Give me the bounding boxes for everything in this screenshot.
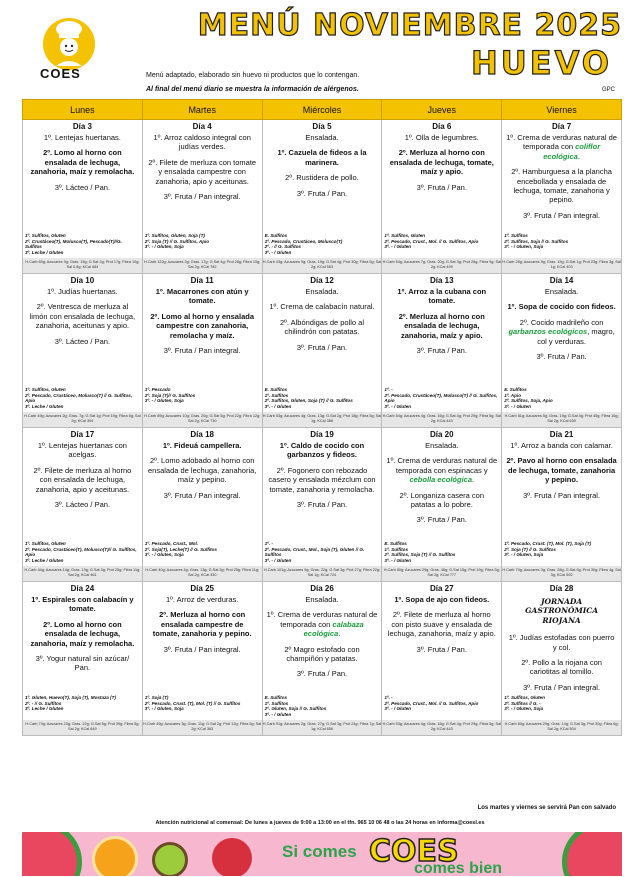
allergen-info: 1º. - 2º. Pescado, Crustáceo(T), Molusco(T) // G. Sulfitos, Apio 3º. - / Gluten (384, 387, 498, 410)
allergen-info: 1º. Pescado, Crust., Mol. 2º. Soja(T), Leche(T) // G. Sulfitos 3º. - / Gluten, Soja (144, 541, 217, 558)
dish: 1º. Fideuá campellera. (162, 441, 242, 450)
day-menu (502, 120, 621, 273)
watermelon-icon (562, 832, 622, 876)
day-cell (23, 120, 143, 274)
nutrition-info: H.Carb 44g; Azucares 14g; Gras. 13g; G.Sat 3g; Prot 25g; Fibra 11g; Sal 2g; KCal 461 (23, 566, 142, 581)
day-menu (382, 428, 501, 581)
allergen-info: E. Sulfitos 1º. Sulfitos 2º. Gluten, Soja // G. Sulfitos 3º. - / Gluten (264, 695, 327, 718)
dish: 1º. Arroz de verduras. (166, 595, 239, 604)
week-row (23, 582, 622, 736)
dish: Ensalada. (305, 287, 339, 296)
dish: 1º. Arroz caldoso integral con judías verdes. (153, 133, 251, 152)
allergen-info: E. Sulfitos 1º. Apio 2º. Sulfitos, Soja, Apio 3º. - / Gluten (504, 387, 553, 410)
dish: 2º. Longaniza casera con patatas a lo pobre. (399, 490, 485, 509)
nutrition-info: H.Carb 43g; Azucares 9g; Gras. 19g; G.Sat 4g; Prot 30g; Fibra 5g; Sal 2g; KCal 563 (263, 258, 382, 273)
dish: 2º. Filete de merluza con tomate y ensalada campestre con zanahoria, apio y aceitunas. (148, 157, 257, 186)
nutrition-info: H.Carb 89g; Azucares 10g; Gras. 20g; G.Sat 5g; Prot 22g; Fibra 12g; Sal 2g; KCal 730 (143, 412, 262, 427)
week-row (23, 274, 622, 428)
dish: 3º. Lácteo / Pan. (54, 336, 111, 346)
logo-text: COES (40, 66, 81, 81)
nutrition-info: H.Carb 60g; Azucares 29g; Gras. 46g; G.Sat 15g; Prot 19g; Fibra 5g; Sal 2g; KCal 777 (382, 566, 501, 581)
special-event: JORNADA GASTRONÓMICA RIOJANA (525, 597, 599, 625)
dish: 2º. Filete de merluza al horno con pisto suave y ensalada de lechuga, zanahoria, maíz y apio. (387, 610, 496, 639)
day-cell (23, 582, 143, 736)
day-label: Día 3 (72, 122, 92, 131)
day-label: Día 13 (430, 276, 454, 285)
day-label: Día 20 (430, 430, 454, 439)
nutrition-info: H.Carb 81g; Azucares 5g; Gras. 19g; G.Sat 4g; Prot 45g; Fibra 16g; Sal 2g; KCal 630 (502, 412, 621, 427)
dish: 1º. Sopa de cocido con fideos. (507, 302, 616, 312)
day-menu (502, 274, 621, 427)
eco-ingredient: garbanzos ecológicos (508, 327, 588, 337)
dish: 3º. Fruta / Pan. (296, 342, 348, 352)
day-cell (262, 428, 382, 582)
dish: Ensalada. (305, 595, 339, 604)
allergen-info: 1º. Pescado 2º. Soja (T)// G. Sulfitos 3º. - / Gluten, Soja (144, 387, 196, 404)
allergen-info: 1º. Soja (T) 2º. Pescado, Crust. (T), Mol. (T) // G. Sulfitos 3º. - / Gluten, Soja (144, 695, 241, 712)
dish: Ensalada. (544, 287, 579, 296)
dish: 1º. Cazuela de fideos a la marinera. (277, 148, 367, 167)
day-menu (263, 582, 382, 735)
weekday-header: Martes (142, 100, 262, 120)
dish: 1º. Lentejas huertanas con acelgas. (37, 441, 127, 460)
weekday-header: Miércoles (262, 100, 382, 120)
day-label: Día 4 (192, 122, 212, 131)
day-cell (142, 428, 262, 582)
bread-note: Los martes y viernes se servirá Pan con salvado (477, 805, 616, 811)
dish: 3º. Fruta / Pan. (296, 669, 348, 679)
day-label: Día 17 (70, 430, 95, 439)
watermelon-icon (22, 832, 82, 876)
dish: 2º. Cocido madrileño con garbanzos ecológicos, magro, col y verduras. (508, 317, 615, 346)
allergen-info: E. Sulfitos 1º. Sulfitos 2º. Sulfitos, Soja (T) // G. Sulfitos 3º. - / Gluten (384, 541, 456, 564)
eco-ingredient: cebolla ecológica (409, 475, 472, 485)
dish: 2º. Merluza al horno con ensalada campestre de tomate, zanahoria y pepino. (152, 610, 252, 639)
dish: 1º. Sopa de ajo con fideos. (394, 595, 490, 604)
weekday-header-row (23, 100, 622, 120)
dish: 3º. Fruta / Pan. (536, 351, 587, 361)
allergen-info: 1º. Sulfitos, Gluten 2º. Pescado, Crustáceo, Molusco(T) // G. Sulfitos, Apio 3º. Leche / Gluten (25, 387, 133, 410)
dish: 1º. Crema de verduras natural de temporada con coliflor ecológica. (506, 133, 617, 161)
dish: 2º. Ventresca de merluza al limón con ensalada de lechuga, zanahoria, aceitunas y apio. (29, 302, 136, 331)
nutrition-info: H.Carb 53g; Azucares 4g; Gras. 13g; G.Sat 2g; Prot 18g; Fibra 5g; Sal 1g; KCal 386 (263, 412, 382, 427)
dish: 2º. Lomo al horno con ensalada de lechuga, zanahoria, maíz y remolacha. (30, 148, 135, 177)
day-menu (382, 120, 501, 273)
contact-info: Atención nutricional al comensal: De lunes a jueves de 9:00 a 13:00 en el tfn. 965 10 06 48 o las 24 horas en informa@coesl.es (155, 820, 485, 826)
dish: 3º. Fruta / Pan. (416, 515, 467, 525)
dish: 3º. Fruta / Pan integral. (163, 490, 241, 500)
day-cell (262, 582, 382, 736)
page-subtitle: HUEVO (470, 44, 612, 82)
day-cell (142, 120, 262, 274)
allergen-info: 1º. Sulfitos, Gluten 2º. Sulfitos // G. - 3º. - / Gluten, Soja (504, 695, 545, 712)
day-menu (502, 428, 621, 581)
nutrition-info: H.Carb 49g; Azucares 2g; Gras. 7g; G.Sat 1g; Prot 19g; Fibra 6g; Sal 2g; KCal 394 (23, 412, 142, 427)
dish: 3º. Fruta / Pan integral. (523, 490, 601, 500)
menu-note: Menú adaptado, elaborado sin huevo ni productos que lo contengan. (146, 72, 360, 79)
dish: 1º. Arroz a banda con calamar. (510, 441, 613, 450)
dish: 3º. Fruta / Pan. (416, 644, 467, 654)
eco-ingredient: coliflor ecológica (543, 142, 601, 161)
dish: 2º. Lomo al horno y ensalada campestre con zanahoria, remolacha y maíz. (150, 311, 254, 340)
footer-banner (22, 832, 622, 876)
nutrition-info: H.Carb 101g; Azucares 9g; Gras. 22g; G.Sat 3g; Prot 27g; Fibra 22g; Sal 1g; KCal 724 (263, 566, 382, 581)
dish: 2º. Hamburguesa a la plancha encebollada y ensalada de lechuga, tomate, zanahoria y pepino. (511, 167, 612, 205)
dish: 1º. Espirales con calabacín y tomate. (31, 595, 134, 614)
dish: 1º. Crema de verduras natural de temporada con espinacas y cebolla ecológica. (386, 456, 498, 485)
day-menu (23, 428, 142, 581)
day-menu (502, 582, 621, 735)
dish: 1º. Crema de verduras natural de temporada con calabaza ecológica. (266, 610, 378, 639)
nutrition-info: H.Carb 54g; Azucares 7g; Gras. 20g; G.Sat 3g; Prot 26g; Fibra 9g; Sal 2g; KCal 499 (382, 258, 501, 273)
nutrition-info: H.Carb 54g; Azucares 4g; Gras. 16g; G.Sat 4g; Prot 29g; Fibra 5g; Sal 2g; KCal 443 (382, 412, 501, 427)
dish: 2º. Lomo adobado al horno con ensalada de lechuga, zanahoria, maíz y pepino. (147, 456, 257, 485)
dish: 3º. Fruta / Pan integral. (523, 682, 601, 692)
dish: 3º. Fruta / Pan integral. (163, 191, 241, 201)
day-label: Día 14 (549, 276, 574, 285)
dish: 1º. Crema de calabacín natural. (269, 302, 375, 312)
day-menu (23, 274, 142, 427)
dish: 2º. Filete de merluza al horno con ensalada de lechuga, zanahoria, apio y aceitunas. (33, 465, 132, 494)
banner-slogan-start: Si comes (282, 842, 357, 861)
dish: 3º. Fruta / Pan. (416, 345, 467, 355)
apple-icon (212, 838, 252, 876)
day-cell (262, 274, 382, 428)
allergen-info: E. Sulfitos 1º. Pescado, Crustáceo, Molusco(T) 2º. - // G. Sulfitos 3º. - / Gluten (264, 233, 343, 256)
day-menu (263, 274, 382, 427)
allergen-info: 1º. Pescado, Crust. (T), Mol. (T), Soja (T) 2º. Soja (T) // G. Sulfitos 3º. - / Gluten, Soja (504, 541, 592, 558)
day-cell (382, 582, 502, 736)
allergen-info: 1º. Gluten, Huevo(T), Soja (T), Mostaza (T) 2º. - // G. Sulfitos 3º. Leche / Gluten (25, 695, 117, 712)
day-cell (23, 428, 143, 582)
day-menu (263, 428, 382, 581)
day-menu (23, 582, 142, 735)
day-label: Día 24 (70, 584, 95, 593)
kiwi-icon (152, 842, 188, 876)
day-cell (502, 274, 622, 428)
dish: 3º. Fruta / Pan. (296, 499, 348, 509)
weekday-header: Jueves (382, 100, 502, 120)
day-label: Día 19 (310, 430, 334, 439)
day-cell (502, 582, 622, 736)
menu-table (22, 99, 622, 736)
dish: 3º. Lácteo / Pan. (54, 182, 111, 192)
dish: 2º. Merluza al horno con ensalada de lechuga, tomate, maíz y apio. (389, 148, 494, 177)
banner-brand: COES (369, 834, 459, 869)
dish: 3º. Lácteo / Pan. (54, 499, 111, 509)
day-label: Día 18 (190, 430, 214, 439)
weekday-header: Lunes (23, 100, 143, 120)
day-cell (502, 120, 622, 274)
page-title: MENÚ NOVIEMBRE 2025 (197, 8, 622, 43)
nutrition-info: H.Carb 91g; Azucares 2g; Gras. 27g; G.Sat 3g; Prot 24g; Fibra 7g; Sal 1g; KCal 656 (263, 720, 382, 735)
allergen-info: 1º. Sulfitos, Gluten, Soja (T) 2º. Soja (T) // G. Sulfitos, Apio 3º. - / Gluten, Soja (144, 233, 210, 250)
dish: Ensalada. (305, 133, 339, 142)
menu-code: GPC (602, 87, 616, 93)
week-row (23, 428, 622, 582)
dish: 2º. Pavo al horno con ensalada de lechuga, tomate, zanahoria y pepino. (506, 456, 617, 485)
day-cell (382, 274, 502, 428)
nutrition-info: H.Carb 122g; Azucares 2g; Gras. 17g; G.Sat 4g; Prot 28g; Fibra 10g; Sal 2g; KCal 782 (143, 258, 262, 273)
dish: 3º. Fruta / Pan integral. (523, 210, 601, 220)
day-label: Día 11 (190, 276, 214, 285)
day-menu (23, 120, 142, 273)
allergen-info: 1º. Sulfitos, Gluten 2º. Pescado, Crust., Mol. // G. Sulfitos, Apio 3º. - / Gluten (384, 233, 479, 250)
dish: 3º. Fruta / Pan integral. (163, 345, 241, 355)
dish: 1º. Olla de legumbres. (404, 133, 479, 142)
dish: 2º. Pollo a la riojana con cariotitas al tomillo. (521, 657, 602, 677)
allergen-note: Al final del menú diario se muestra la información de alérgenos. (146, 86, 359, 93)
banner-slogan-end: comes bien (414, 860, 503, 876)
dish: 1º. Arroz a la cubana con tomate. (397, 287, 487, 306)
dish: 2º. Fogonero con rebozado casero y ensalada mézclum con tomate, zanahoria y remolacha. (268, 465, 376, 494)
nutrition-info: H.Carb 49g; Azucares 3g; Gras. 11g; G.Sat 2g; Prot 12g; Fibra 5g; Sal 2g; KCal 363 (143, 720, 262, 735)
day-menu (263, 120, 382, 273)
nutrition-info: H.Carb 79g; Azucares 3g; Gras. 28g; G.Sat 6g; Prot 30g; Fibra 4g; Sal 3g; KCal 592 (502, 566, 621, 581)
dish: 1º. Macarrones con atún y tomate. (155, 287, 249, 306)
day-cell (262, 120, 382, 274)
dish: 2º. Albóndigas de pollo al chilindrón con patatas. (279, 317, 365, 337)
dish: 1º. Judías huertanas. (47, 287, 118, 296)
dish: 1º. Judías estofadas con puerro y col. (508, 633, 615, 652)
day-menu (143, 428, 262, 581)
day-cell (142, 582, 262, 736)
nutrition-info: H.Carb 65g; Azucares 9g; Gras. 15g; G.Sat 2g; Prot 17g; Fibra 10g; Sal 0,8g; KCal 484 (23, 258, 142, 273)
day-menu (143, 120, 262, 273)
allergen-info: E. Sulfitos 1º. Sulfitos 2º. Sulfitos, Gluten, Soja (T) // G. Sulfitos 3º. - / Gluten (264, 387, 353, 410)
header (0, 0, 640, 100)
dish: Ensalada. (425, 441, 459, 450)
day-label: Día 5 (312, 122, 332, 131)
day-label: Día 21 (549, 430, 574, 439)
dish: 1º. Caldo de cocido con garbanzos y fideos. (279, 441, 365, 460)
dish: 2º Magro estofado con champiñón y patatas. (284, 644, 360, 663)
weekday-header: Viernes (502, 100, 622, 120)
day-label: Día 28 (549, 584, 574, 593)
day-menu (143, 274, 262, 427)
day-label: Día 10 (70, 276, 95, 285)
week-row (23, 120, 622, 274)
day-cell (382, 120, 502, 274)
day-label: Día 25 (190, 584, 214, 593)
allergen-info: 1º. - 2º. Pescado, Crust., Mol. // G. Sulfitos, Apio 3º. - / Gluten (384, 695, 479, 712)
nutrition-info: H.Carb 79g; Azucares 23g; Gras. 22g; G.Sat 5g; Prot 39g; Fibra 5g; Sal 2g; KCal 649 (23, 720, 142, 735)
day-label: Día 27 (430, 584, 454, 593)
orange-icon (92, 836, 138, 876)
allergen-info: 1º. - 2º. Pescado, Crust., Mol., Soja (T), Gluten // G. Sulfitos 3º. - / Gluten (264, 541, 365, 564)
dish: 2º. Lomo al horno con ensalada de lechuga, zanahoria, maíz y remolacha. (30, 619, 135, 648)
dish: 3º. Fruta / Pan integral. (163, 644, 241, 654)
day-label: Día 6 (432, 122, 452, 131)
day-label: Día 7 (552, 122, 572, 131)
day-cell (502, 428, 622, 582)
dish: 1º. Lentejas huertanas. (43, 133, 121, 142)
day-label: Día 26 (310, 584, 334, 593)
dish: 2º. Merluza al horno con ensalada de lechuga, zanahoria, maíz y apio. (398, 311, 485, 340)
nutrition-info: H.Carb 53g; Azucares 4g; Gras. 16g; G.Sat 4g; Prot 29g; Fibra 5g; Sal 2g; KCal 443 (382, 720, 501, 735)
nutrition-info: H.Carb 40g; Azucares 4g; Gras. 13g; G.Sat 3g; Prot 25g; Fibra 11g; Sal 2g; KCal 330 (143, 566, 262, 581)
dish: 3º. Fruta / Pan. (416, 182, 467, 192)
dish: 3º. Yogur natural sin azúcar/ Pan. (35, 653, 130, 673)
nutrition-info: H.Carb 28g; Azucares 9g; Gras. 19g; G.Sat 1g; Prot 23g; Fibra 3g; Sal 1g; KCal 403 (502, 258, 621, 273)
dish: 2º. Rustidera de pollo. (285, 173, 359, 183)
dish: 3º. Fruta / Pan. (296, 188, 348, 198)
day-menu (382, 582, 501, 735)
eco-ingredient: calabaza ecológica (303, 619, 364, 639)
allergen-info: 1º. Sulfitos, Gluten 2º. Crustáceo(T), Molusco(T), Pescado(T)//G. Sulfitos 3º. Leche / Gluten (25, 233, 122, 256)
nutrition-info: H.Carb 60g; Azucares 29g; Gras. 14g; G.Sat 3g; Prot 30g; Fibra 6g; Sal 2g; KCal 504 (502, 720, 621, 735)
day-menu (382, 274, 501, 427)
day-cell (142, 274, 262, 428)
allergen-info: 1º. Sulfitos 2º. Sulfitos, Soja // G. Sulfitos 3º. - / Gluten, Soja (504, 233, 569, 250)
allergen-info: 1º. Sulfitos, Gluten 2º. Pescado, Crustáceo(T), Molusco(T)// G. Sulfitos, Apio 3º. Leche / Gluten (25, 541, 137, 564)
day-label: Día 12 (310, 276, 334, 285)
day-cell (23, 274, 143, 428)
day-menu (143, 582, 262, 735)
day-cell (382, 428, 502, 582)
